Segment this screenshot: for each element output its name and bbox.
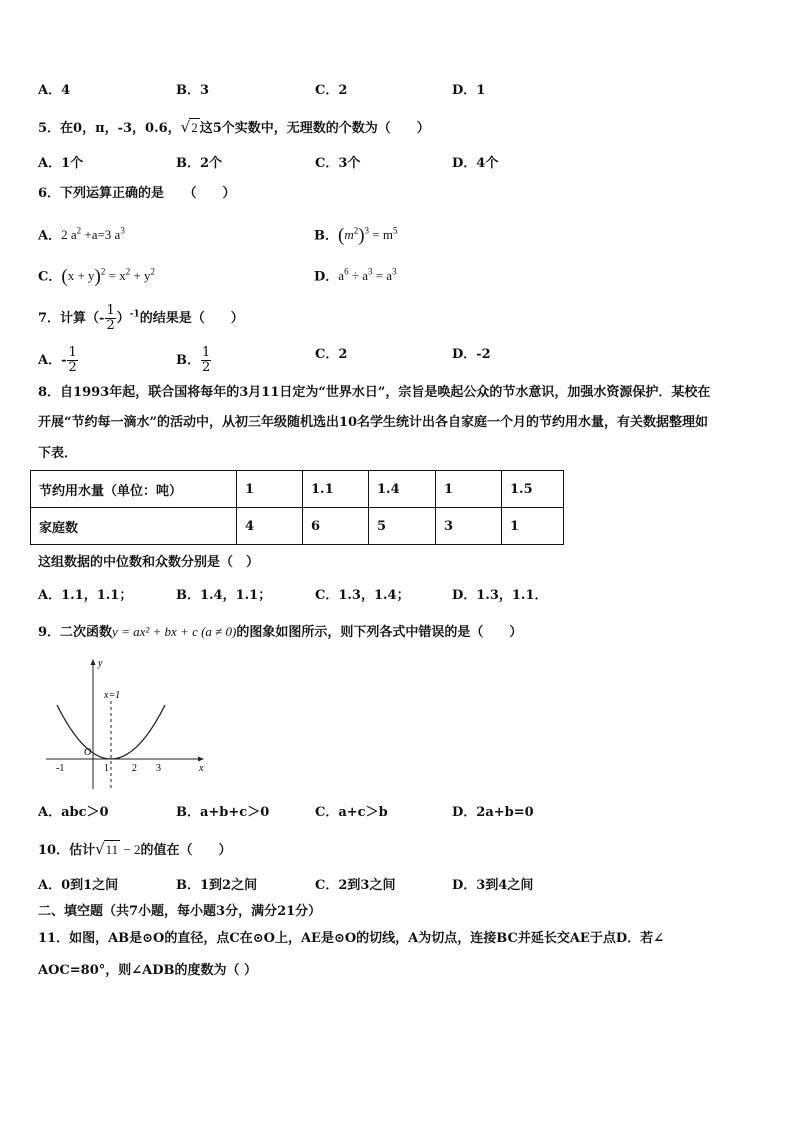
table-cell: 节约用水量（单位：吨） <box>31 471 237 508</box>
q7-prefix: 7．计算（- <box>38 311 105 326</box>
q6-option-c: C．$(x + y)^2 = x^2 + y^2$ <box>38 266 156 288</box>
x-axis-arrow-icon <box>198 757 204 762</box>
q5-stem <box>38 118 430 138</box>
q4-option-a: A．4 <box>38 83 71 98</box>
q6-c-rhs1: = x <box>105 268 126 284</box>
q7-a-den: 2 <box>68 360 77 375</box>
q10-option-c: C．2到3之间 <box>315 878 396 893</box>
q6-option-d <box>314 263 397 286</box>
q6-d-e2: 3 <box>367 267 373 277</box>
q7-frac-den: 2 <box>106 318 115 333</box>
q10-option-d: D．3到4之间 <box>452 878 534 893</box>
q9-stem <box>38 623 522 642</box>
tick-label: 2 <box>132 763 137 774</box>
q8-option-d: D．1.3，1.1． <box>452 588 548 603</box>
q5-suffix: 这5个实数中，无理数的个数为（ ） <box>199 121 430 136</box>
q7-a-label: A．- <box>38 353 67 368</box>
x-axis-label: x <box>199 763 204 774</box>
q10-prefix: 10．估计 <box>38 843 96 858</box>
table-cell: 1.5 <box>502 471 564 508</box>
q6-d-t3: = a <box>372 268 393 284</box>
q5-option-d: D．4个 <box>452 156 499 171</box>
q6-c-exp: 2 <box>100 267 106 277</box>
table-row <box>31 471 564 508</box>
y-axis-arrow-icon <box>91 659 96 665</box>
q6-a-term2: +a=3 a <box>81 227 121 243</box>
q6-option-a <box>38 222 125 245</box>
q7-option-d: D．-2 <box>452 347 491 362</box>
section-heading: 二、填空题（共7小题，每小题3分，满分21分） <box>38 904 322 919</box>
q6-c-e1: 2 <box>125 267 131 277</box>
sqrt-sign-icon: √ <box>180 118 191 136</box>
q8-option-a: A．1.1，1.1； <box>38 588 133 603</box>
q6-c-inside: x + y <box>67 268 95 284</box>
q6-c-e2: 2 <box>150 267 156 277</box>
q10-option-a: A．0到1之间 <box>38 878 119 893</box>
table-cell: 5 <box>369 508 436 545</box>
q7-fraction <box>105 304 115 333</box>
q9-option-d: D．2a+b=0 <box>452 805 534 820</box>
table-row <box>31 508 564 545</box>
q6-c-rhs2: + y <box>130 268 151 284</box>
q11-line2: AOC=80°，则∠ADB的度数为（ ） <box>38 963 258 978</box>
q8-data-table <box>30 470 564 545</box>
q6-d-t2: ÷ a <box>348 268 368 284</box>
q6-d-t1: a <box>338 268 345 284</box>
q8-option-c: C．1.3，1.4； <box>315 588 410 603</box>
table-cell: 3 <box>436 508 502 545</box>
table-cell: 4 <box>237 508 303 545</box>
q10-stem <box>38 840 232 860</box>
parabola-graph <box>42 653 212 793</box>
q7-b-den: 2 <box>202 360 211 375</box>
q7-b-num: 1 <box>202 345 211 360</box>
q6-a-label: A． <box>38 228 62 244</box>
q6-stem: 6．下列运算正确的是 （ ） <box>38 186 236 201</box>
tick-label: 3 <box>156 763 161 774</box>
q4-option-b: B．3 <box>176 83 210 98</box>
q6-d-e3: 3 <box>392 267 397 277</box>
q10-radicand: 11 <box>105 842 119 857</box>
q5-option-b: B．2个 <box>176 156 223 171</box>
q6-option-b: B．$(m^2)^3 = m^5$ <box>314 225 398 247</box>
table-cell: 家庭数 <box>31 508 237 545</box>
q7-option-c: C．2 <box>315 347 348 362</box>
q8-question: 这组数据的中位数和众数分别是（ ） <box>38 555 260 570</box>
table-cell: 1 <box>436 471 502 508</box>
q6-a-term1: 2 a <box>61 227 77 243</box>
q7-b-label: B． <box>176 353 200 368</box>
q7-mid: ） <box>116 311 130 326</box>
q9-formula: y = ax² + bx + c (a ≠ 0) <box>112 624 237 639</box>
q5-prefix: 5．在0，π，-3，0.6， <box>38 121 181 136</box>
sqrt-sign-icon: √ <box>95 840 105 858</box>
q11-line1: 11．如图，AB是⊙O的直径，点C在⊙O上，AE是⊙O的切线，A为切点，连接BC并延长交AE于点D．若∠ <box>38 931 664 946</box>
q4-option-d: D．1 <box>452 83 486 98</box>
q5-radicand: 2 <box>191 120 198 135</box>
q4-option-c: C．2 <box>315 83 348 98</box>
q6-b-label: B． <box>314 228 338 244</box>
q7-option-b <box>176 346 212 375</box>
q6-b-rhs: = m <box>369 227 393 243</box>
table-cell: 1.4 <box>369 471 436 508</box>
tick-label: -1 <box>56 763 65 774</box>
q8-option-b: B．1.4，1.1； <box>176 588 272 603</box>
q6-a-exp1: 2 <box>76 226 82 236</box>
q6-a-exp2: 3 <box>120 226 125 236</box>
q7-exp: -1 <box>129 309 140 320</box>
q8-line3: 下表． <box>38 446 78 461</box>
q6-d-label: D． <box>314 269 339 285</box>
table-cell: 1 <box>237 471 303 508</box>
q9-option-b: B．a+b+c＞0 <box>176 805 270 820</box>
q7-stem <box>38 304 244 333</box>
table-cell: 1 <box>502 508 564 545</box>
q9-suffix: 的图象如图所示，则下列各式中错误的是（ ） <box>236 625 523 640</box>
y-axis-label: y <box>98 658 103 669</box>
q6-b-base: m <box>344 227 354 243</box>
q5-option-a: A．1个 <box>38 156 84 171</box>
q6-b-rhs-exp: 5 <box>393 226 398 236</box>
q7-suffix: 的结果是（ ） <box>139 311 244 326</box>
tick-label: 1 <box>104 763 109 774</box>
q6-c-label: C． <box>38 269 62 285</box>
q6-d-e1: 6 <box>344 267 349 277</box>
origin-label: O <box>84 747 92 758</box>
q6-b-inner-exp: 2 <box>353 226 359 236</box>
table-cell: 1.1 <box>303 471 369 508</box>
q7-frac-num: 1 <box>106 303 115 318</box>
q10-suffix: 的值在（ ） <box>140 843 232 858</box>
q9-prefix: 9．二次函数 <box>38 625 113 640</box>
q9-option-c: C．a+c＞b <box>315 805 388 820</box>
q5-option-c: C．3个 <box>315 156 361 171</box>
q7-a-num: 1 <box>68 345 77 360</box>
q10-minus: − 2 <box>120 842 141 857</box>
q6-b-outer-exp: 3 <box>364 226 370 236</box>
q8-line1: 8．自1993年起，联合国将每年的3月11日定为“世界水日”，宗旨是唤起公众的节水意识，加强水资源保护．某校在 <box>38 385 711 400</box>
q9-option-a: A．abc＞0 <box>38 805 109 820</box>
q8-line2: 开展“节约每一滴水”的活动中，从初三年级随机选出10名学生统计出各自家庭一个月的节约用水量，有关数据整理如 <box>38 415 709 430</box>
q7-option-a <box>38 346 79 375</box>
table-cell: 6 <box>303 508 369 545</box>
symmetry-axis-label: x=1 <box>104 690 121 701</box>
q10-option-b: B．1到2之间 <box>176 878 258 893</box>
